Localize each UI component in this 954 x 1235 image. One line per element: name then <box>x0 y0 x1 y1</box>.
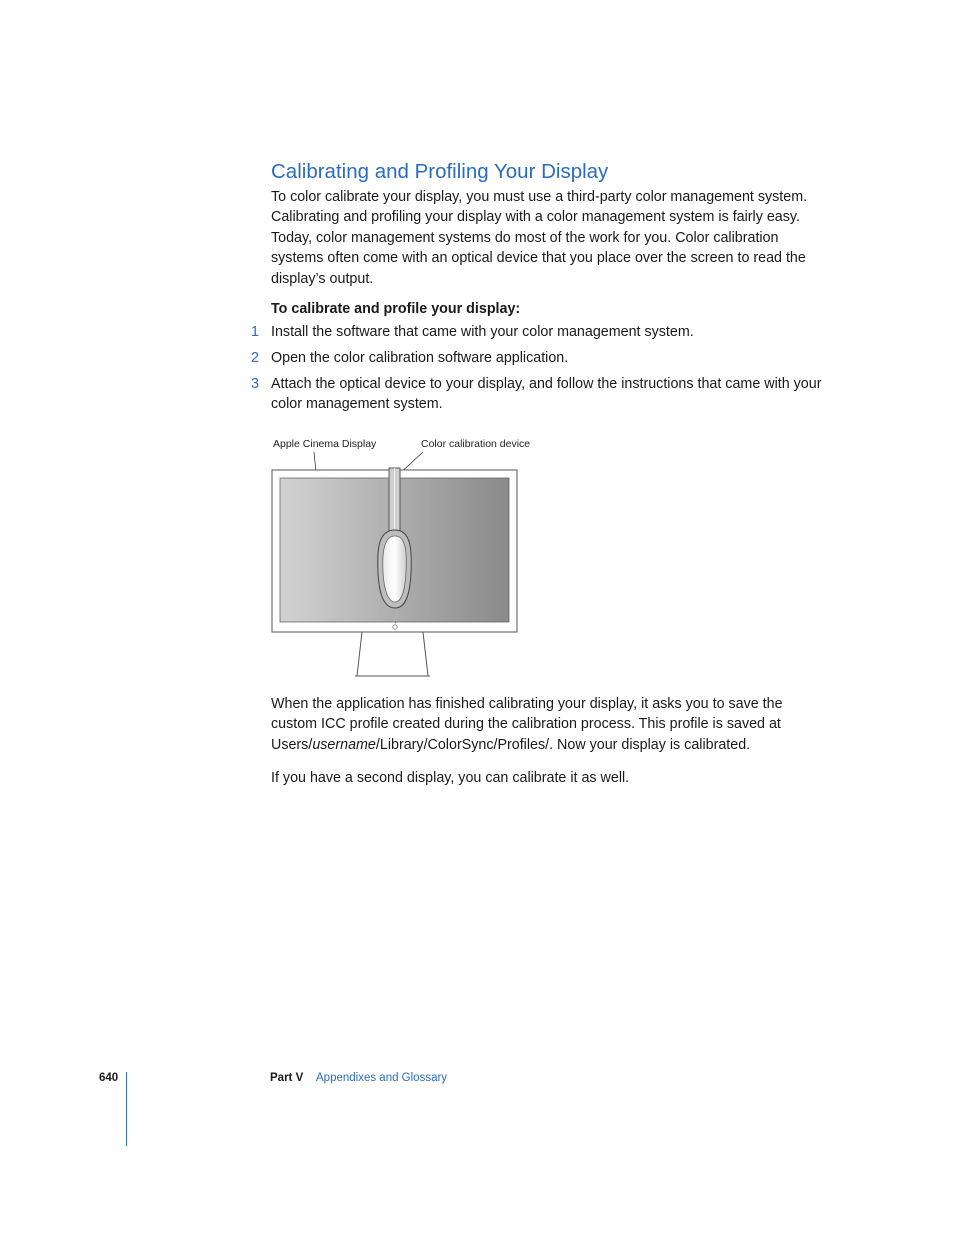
footer-part-label: Part V <box>270 1072 304 1084</box>
step-number: 1 <box>251 324 259 340</box>
footer-divider <box>126 1072 127 1146</box>
step-text: Attach the optical device to your display, and follow the instructions that came with your color management system. <box>271 376 822 413</box>
step-2 <box>251 348 826 368</box>
footer-section-title: Appendixes and Glossary <box>316 1072 448 1084</box>
step-text: Open the color calibration software application. <box>271 350 569 366</box>
callout-apple-cinema-display: Apple Cinema Display <box>273 438 377 450</box>
second-display-paragraph: If you have a second display, you can calibrate it as well. <box>271 770 630 786</box>
intro-paragraph: To color calibrate your display, you must use a third-party color management system. Calibrating and profiling your display with a color management system is fairly easy. Today, color management systems do most of the work for you. Color calibration systems often come with an optical device that you place over the screen to read the display’s output. <box>271 189 808 287</box>
result-paragraph <box>271 694 826 755</box>
result-text-end: /Library/ColorSync/Profiles/. Now your display is calibrated. <box>375 736 751 753</box>
step-3 <box>251 374 826 415</box>
monitor-drawing <box>266 432 566 682</box>
section-title: Calibrating and Profiling Your Display <box>271 160 609 183</box>
callout-color-calibration-device: Color calibration device <box>421 438 531 450</box>
task-heading: To calibrate and profile your display: <box>271 301 521 317</box>
step-1 <box>251 322 826 342</box>
display-illustration <box>266 432 566 682</box>
step-text: Install the software that came with your color management system. <box>271 324 694 340</box>
page-number: 640 <box>99 1072 119 1084</box>
result-text-start: When the application has finished calibrating your display, it asks you to save the custom ICC profile created during the calibration process. This profile is saved at Users/ <box>271 696 783 753</box>
calibration-device-icon <box>378 530 412 608</box>
username-italic: username <box>312 736 376 753</box>
step-number: 3 <box>251 376 259 392</box>
step-number: 2 <box>251 350 259 366</box>
